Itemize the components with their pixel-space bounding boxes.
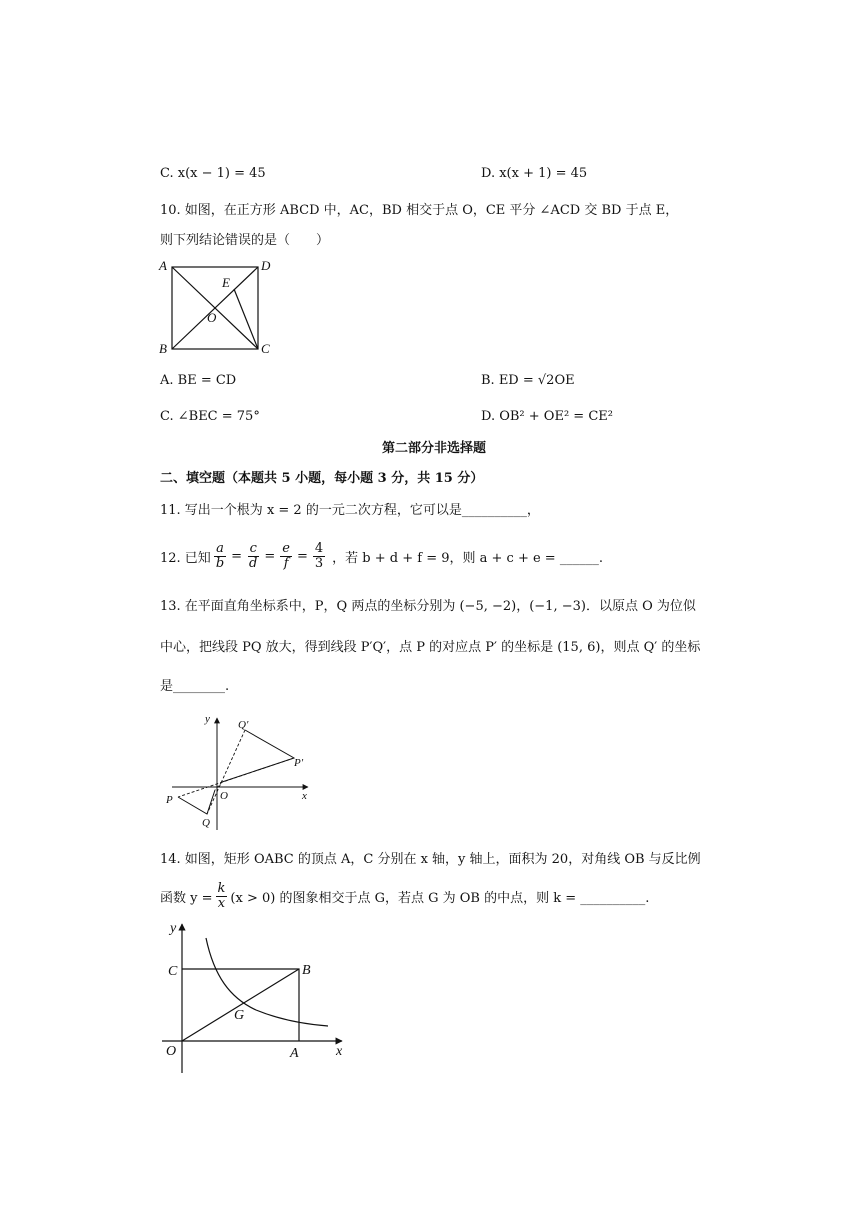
q12-fraction-denominator: d (249, 555, 258, 571)
hyperbola-curve (206, 938, 328, 1026)
q13-line1: 13. 在平面直角坐标系中，P，Q 两点的坐标分别为 (−5, −2)，(−1, −3)．以原点 O 为位似 (160, 599, 696, 614)
q10-square-figure (155, 255, 285, 360)
q10-option-a: A. BE = CD (160, 373, 237, 388)
label-p: P (166, 794, 173, 806)
label-d: D (261, 258, 271, 273)
q12-fraction-numerator: e (282, 540, 290, 556)
label-b: B (302, 963, 311, 978)
label-o: O (220, 790, 228, 802)
triangle-image-solid (222, 730, 294, 782)
q14-hyperbola-figure (160, 918, 355, 1076)
q12-fraction-numerator: 4 (314, 540, 324, 556)
q14-line2-prefix: 函数 y = (160, 890, 213, 906)
label-x: x (302, 790, 307, 802)
q10-stem-line2: 则下列结论错误的是（ ） (160, 233, 330, 248)
label-p-prime: P′ (294, 757, 304, 769)
q12-equals-sign: = (231, 548, 243, 564)
diagonal-ob (182, 969, 299, 1041)
q12-fraction-denominator: b (215, 555, 225, 571)
triangle-original-solid (178, 790, 215, 814)
q14-line1: 14. 如图，矩形 OABC 的顶点 A，C 分别在 x 轴，y 轴上，面积为 20，对角线 OB 与反比例 (160, 852, 701, 867)
q13-line2: 中心，把线段 PQ 放大，得到线段 P′Q′，点 P 的对应点 P′ 的坐标是 (15, 6)，则点 Q′ 的坐标 (160, 640, 701, 655)
label-b: B (159, 341, 167, 356)
q12-equals-sign: = (296, 548, 308, 564)
q12-fraction-2 (280, 542, 292, 570)
q9-option-c: C. x(x − 1) = 45 (160, 166, 266, 181)
label-a: A (290, 1046, 299, 1061)
q11-text: 11. 写出一个根为 x = 2 的一元二次方程，它可以是__________， (160, 503, 540, 518)
q12-fraction-denominator: 3 (314, 555, 324, 571)
q12-prefix: 12. 已知 (160, 550, 211, 566)
q12-fraction-numerator: a (216, 540, 224, 556)
q12-equals-sign: = (264, 548, 276, 564)
q14-line2 (160, 876, 649, 916)
part-two-heading: 第二部分非选择题 (381, 441, 486, 456)
label-o: O (207, 310, 217, 325)
q9-option-d: D. x(x + 1) = 45 (481, 166, 588, 181)
q12-fraction-1 (247, 542, 259, 570)
label-e: E (222, 275, 230, 290)
q14-fraction (216, 882, 228, 910)
q12-suffix: ，若 b + d + f = 9，则 a + c + e = ______. (332, 550, 603, 566)
label-a: A (159, 258, 167, 273)
dashed-join (215, 782, 222, 790)
label-q: Q (202, 817, 210, 829)
q12-fraction-numerator: c (249, 540, 257, 556)
label-o: O (166, 1044, 177, 1059)
q10-option-d: D. OB² + OE² = CE² (481, 409, 613, 424)
q14-fraction-numerator: k (217, 880, 226, 896)
label-g: G (234, 1008, 245, 1023)
q14-line2-suffix: (x > 0) 的图象相交于点 G，若点 G 为 OB 的中点，则 k = __________. (230, 890, 650, 906)
segment-ce (234, 289, 258, 349)
label-q-prime: Q′ (238, 719, 249, 731)
label-y: y (170, 921, 177, 936)
q10-option-b: B. ED = √2OE (481, 373, 575, 388)
q12-fraction-0 (214, 542, 226, 570)
q14-fraction-denominator: x (217, 895, 226, 911)
q13-line3: 是________. (160, 679, 230, 694)
q12-fraction-3 (313, 542, 325, 570)
q10-option-c: C. ∠BEC = 75° (160, 409, 260, 424)
label-x: x (336, 1044, 343, 1059)
q13-coordinate-figure (160, 708, 320, 833)
label-y: y (205, 713, 210, 725)
q12-fraction-denominator: f (283, 555, 289, 571)
label-c: C (261, 341, 270, 356)
q10-stem-line1: 10. 如图，在正方形 ABCD 中，AC，BD 相交于点 O，CE 平分 ∠ACD 交 BD 于点 E， (160, 203, 679, 218)
section-fill-in-heading: 二、填空题（本题共 5 小题，每小题 3 分，共 15 分） (160, 471, 484, 486)
q12-line (160, 537, 603, 575)
label-c: C (168, 964, 178, 979)
